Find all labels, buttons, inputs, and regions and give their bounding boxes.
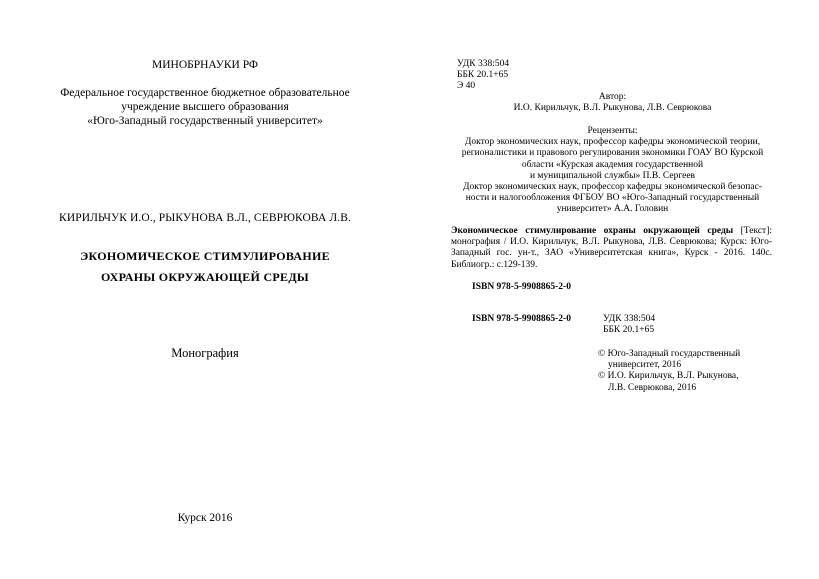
citation-title: Экономическое стимулирование охраны окружающей среды [451, 226, 734, 236]
reviewer-line: Доктор экономических наук, профессор кафедры экономической безопас- [463, 182, 762, 193]
reviewers-label: Рецензенты: [587, 126, 638, 136]
reviewers-block [450, 126, 775, 216]
reviewer-line: регионалистики и правового регулирования экономики ГОАУ ВО Курской [461, 148, 764, 159]
book-title [20, 246, 390, 288]
citation-details: [Текст]: монография / И.О. Кирильчук, В.Л. Рыкунова, Л.В. Севрюкова; Курск: Юго-Западный гос. ун-т., ЗАО «Университетская книга», Курск - 2016. 140с. Библиогр.: с.129-139. [451, 226, 772, 270]
author-mark: Э 40 [457, 81, 476, 92]
ministry-header: МИНОБРНАУКИ РФ [151, 59, 258, 71]
bbk-code: ББК 20.1+65 [457, 70, 509, 81]
author-label: Автор: [598, 92, 627, 102]
copyright-line: Л.В. Севрюкова, 2016 [608, 382, 697, 393]
city-year: Курск 2016 [177, 512, 233, 524]
institution-line: Федеральное государственное бюджетное образовательное [60, 87, 350, 99]
isbn-main: ISBN 978-5-9908865-2-0 [472, 282, 571, 292]
institution-line: «Юго-Западный государственный университет» [87, 115, 323, 127]
book-title-line: ЭКОНОМИЧЕСКОЕ СТИМУЛИРОВАНИЕ [80, 249, 330, 263]
copyright-line: университет, 2016 [608, 360, 682, 371]
copyright-block [598, 349, 778, 394]
institution-name [40, 86, 370, 128]
classification-codes-secondary [603, 314, 753, 336]
copyright-line: © И.О. Кирильчук, В.Л. Рыкунова, [598, 371, 739, 382]
classification-codes [457, 59, 657, 93]
udk-code-secondary: УДК 338:504 [603, 314, 656, 324]
genre-label: Монография [171, 346, 239, 360]
bbk-code-secondary: ББК 20.1+65 [603, 325, 655, 336]
bibliographic-citation [451, 226, 772, 271]
isbn-secondary: ISBN 978-5-9908865-2-0 [472, 314, 571, 324]
udk-code: УДК 338:504 [457, 59, 510, 69]
author-block [450, 92, 775, 114]
book-title-line: ОХРАНЫ ОКРУЖАЮЩЕЙ СРЕДЫ [100, 270, 309, 284]
copyright-line: © Юго-Западный государственный [598, 349, 741, 359]
reviewer-line: университет» А.А. Головин [556, 204, 669, 215]
imprint-page [410, 0, 819, 579]
reviewer-line: и муниципальной службы» П.В. Сергеев [529, 170, 696, 181]
authors: КИРИЛЬЧУК И.О., РЫКУНОВА В.Л., СЕВРЮКОВА Л.В. [59, 212, 351, 224]
institution-line: учреждение высшего образования [121, 101, 289, 113]
reviewer-line: области «Курская академия государственной [521, 159, 704, 170]
author-names: И.О. Кирильчук, В.Л. Рыкунова, Л.В. Севрюкова [513, 103, 712, 114]
reviewer-line: ности и налогообложения ФГБОУ ВО «Юго-Западный государственный [465, 193, 760, 204]
reviewer-line: Доктор экономических наук, профессор кафедры экономической теории, [464, 137, 761, 148]
